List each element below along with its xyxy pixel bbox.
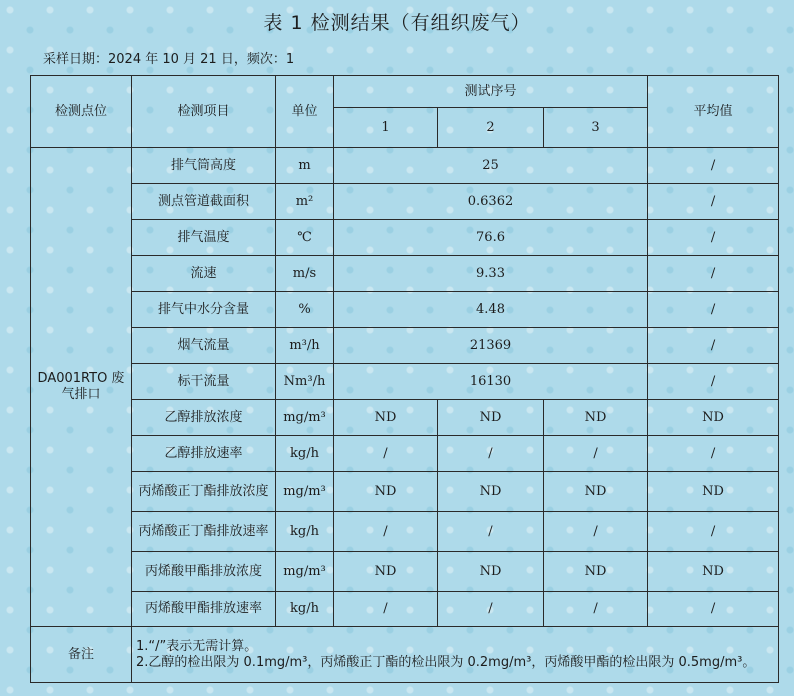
unit-cell: kg/h — [276, 592, 334, 627]
header-item: 检测项目 — [132, 76, 276, 148]
table-row — [31, 436, 779, 472]
remark-1: 1.“/”表示无需计算。 — [136, 638, 258, 654]
avg-cell: / — [648, 148, 779, 184]
table-row — [31, 400, 779, 436]
point-name-cell: DA001RTO 废气排口 — [31, 148, 132, 627]
sampling-info: 采样日期：2024 年 10 月 21 日，频次：1 — [43, 52, 295, 67]
header-seq-3: 3 — [544, 108, 648, 148]
avg-cell: / — [648, 364, 779, 400]
value-cell: ND — [544, 472, 648, 512]
value-cell: / — [334, 592, 438, 627]
value-cell: ND — [544, 552, 648, 592]
unit-cell: mg/m³ — [276, 400, 334, 436]
value-cell: 4.48 — [334, 292, 648, 328]
unit-cell: m³/h — [276, 328, 334, 364]
avg-cell: ND — [648, 400, 779, 436]
item-cell: 丙烯酸甲酯排放浓度 — [132, 552, 276, 592]
table-row — [31, 328, 779, 364]
item-cell: 丙烯酸正丁酯排放浓度 — [132, 472, 276, 512]
header-seq-2: 2 — [438, 108, 544, 148]
value-cell: / — [438, 436, 544, 472]
avg-cell: / — [648, 436, 779, 472]
value-cell: 16130 — [334, 364, 648, 400]
table-row — [31, 472, 779, 512]
avg-cell: ND — [648, 472, 779, 512]
avg-cell: / — [648, 184, 779, 220]
unit-cell: m² — [276, 184, 334, 220]
unit-cell: m — [276, 148, 334, 184]
table-row — [31, 292, 779, 328]
unit-cell: m/s — [276, 256, 334, 292]
value-cell: / — [438, 592, 544, 627]
avg-cell: / — [648, 292, 779, 328]
item-cell: 排气温度 — [132, 220, 276, 256]
unit-cell: % — [276, 292, 334, 328]
table-row — [31, 220, 779, 256]
item-cell: 丙烯酸正丁酯排放速率 — [132, 512, 276, 552]
value-cell: / — [544, 592, 648, 627]
remarks-label: 备注 — [31, 627, 132, 683]
value-cell: ND — [334, 400, 438, 436]
avg-cell: ND — [648, 552, 779, 592]
unit-cell: mg/m³ — [276, 472, 334, 512]
value-cell: 21369 — [334, 328, 648, 364]
unit-cell: kg/h — [276, 436, 334, 472]
value-cell: 9.33 — [334, 256, 648, 292]
item-cell: 流速 — [132, 256, 276, 292]
avg-cell: / — [648, 512, 779, 552]
unit-cell: mg/m³ — [276, 552, 334, 592]
table-row — [31, 184, 779, 220]
item-cell: 排气中水分含量 — [132, 292, 276, 328]
value-cell: ND — [334, 472, 438, 512]
item-cell: 排气筒高度 — [132, 148, 276, 184]
remark-2: 2.乙醇的检出限为 0.1mg/m³，丙烯酸正丁酯的检出限为 0.2mg/m³，丙烯酸甲酯的检出限为 0.5mg/m³。 — [136, 654, 756, 670]
avg-cell: / — [648, 592, 779, 627]
remarks-row — [31, 627, 779, 683]
header-seq-1: 1 — [334, 108, 438, 148]
header-unit: 单位 — [276, 76, 334, 148]
avg-cell: / — [648, 220, 779, 256]
report-title: 表 1 检测结果（有组织废气） — [263, 12, 531, 34]
header-row — [31, 76, 779, 108]
unit-cell: Nm³/h — [276, 364, 334, 400]
remarks-content — [132, 627, 779, 683]
table-row — [31, 592, 779, 627]
value-cell: / — [438, 512, 544, 552]
value-cell: 25 — [334, 148, 648, 184]
avg-cell: / — [648, 256, 779, 292]
table-row — [31, 256, 779, 292]
value-cell: / — [544, 436, 648, 472]
value-cell: ND — [438, 400, 544, 436]
item-cell: 丙烯酸甲酯排放速率 — [132, 592, 276, 627]
value-cell: 0.6362 — [334, 184, 648, 220]
value-cell: ND — [544, 400, 648, 436]
unit-cell: kg/h — [276, 512, 334, 552]
avg-cell: / — [648, 328, 779, 364]
value-cell: ND — [334, 552, 438, 592]
item-cell: 烟气流量 — [132, 328, 276, 364]
unit-cell: ℃ — [276, 220, 334, 256]
item-cell: 乙醇排放速率 — [132, 436, 276, 472]
item-cell: 标干流量 — [132, 364, 276, 400]
table-row — [31, 512, 779, 552]
value-cell: ND — [438, 472, 544, 512]
table-row — [31, 364, 779, 400]
value-cell: ND — [438, 552, 544, 592]
results-table — [30, 75, 779, 683]
header-point: 检测点位 — [31, 76, 132, 148]
value-cell: / — [334, 436, 438, 472]
value-cell: / — [544, 512, 648, 552]
item-cell: 乙醇排放浓度 — [132, 400, 276, 436]
item-cell: 测点管道截面积 — [132, 184, 276, 220]
value-cell: 76.6 — [334, 220, 648, 256]
table-row — [31, 552, 779, 592]
header-test-seq: 测试序号 — [334, 76, 648, 108]
header-avg: 平均值 — [648, 76, 779, 148]
value-cell: / — [334, 512, 438, 552]
table-row — [31, 148, 779, 184]
